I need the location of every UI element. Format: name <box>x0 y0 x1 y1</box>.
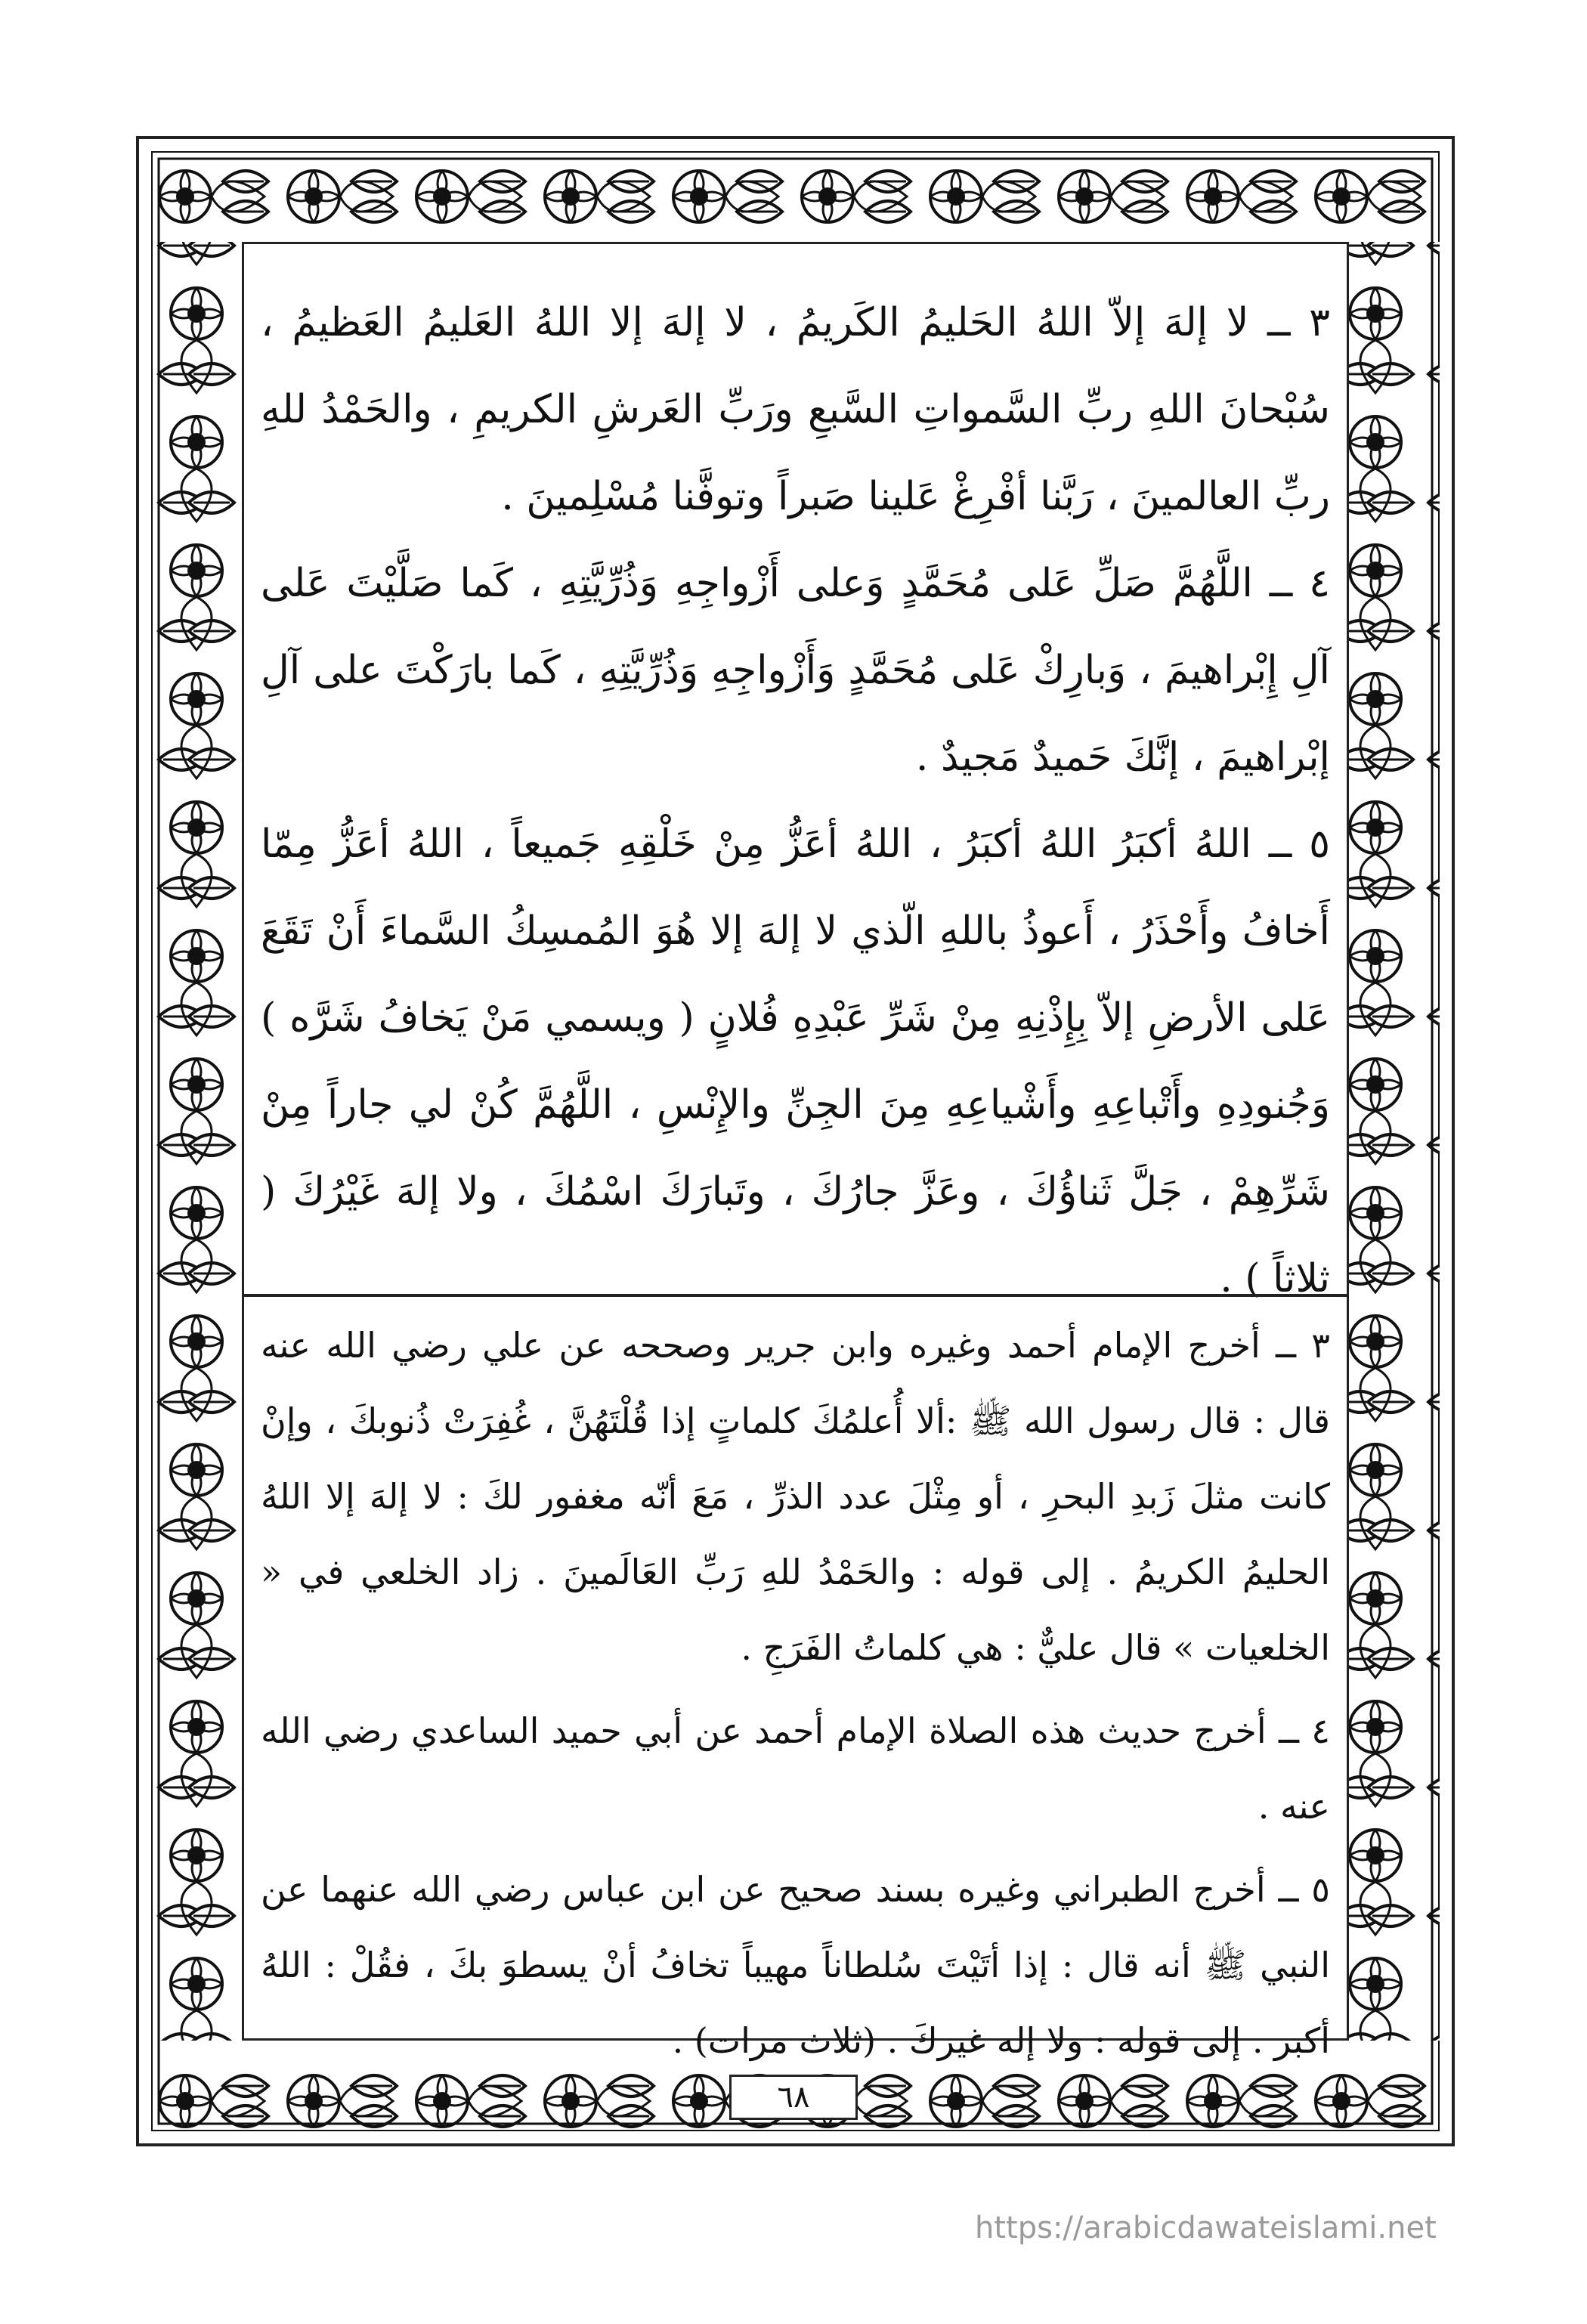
main-supplications <box>261 280 1330 1301</box>
footnote-3: ٣ ــ أخرج الإمام أحمد وغيره وابن جرير وصححه عن علي رضي الله عنه قال : قال رسول الله ﷺ :ألا أُعلمُكَ كلماتٍ إذا قُلْتَهُنَّ ، غُفِرَتْ ذُنوبكَ ، وإنْ كانت مثلَ زَبدِ البحرِ ، أو مِثْلَ عدد الذرِّ ، مَعَ أنّه مغفور لكَ : لا إلهَ إلا اللهُ الحليمُ الكريمُ . إلى قوله : والحَمْدُ للهِ رَبِّ العَالَمينَ . زاد الخلعي في « الخلعيات » قال عليٌّ : هي كلماتُ الفَرَجِ . <box>261 1325 1330 1668</box>
footnote-divider <box>242 1294 1349 1297</box>
footnote-4: ٤ ــ أخرج حديث هذه الصلاة الإمام أحمد عن أبي حميد الساعدي رضي الله عنه . <box>261 1710 1330 1827</box>
footnotes <box>261 1307 1330 2061</box>
watermark-url: https://arabicdawateislami.net <box>975 2211 1437 2245</box>
page-number: ٦٨ <box>729 2075 858 2120</box>
supplication-5: ٥ ــ اللهُ أكبَرُ اللهُ أكبَرُ ، اللهُ أعَزُّ مِنْ خَلْقِهِ جَميعاً ، اللهُ أعَزُّ مِمّا أَخافُ وأَحْذَرُ ، أَعوذُ باللهِ الّذي لا إلهَ إلا هُوَ المُمسِكُ السَّماءَ أَنْ تَقَعَ عَلى الأرضِ إلاّ بِإِذْنِهِ مِنْ شَرِّ عَبْدِهِ فُلانٍ ( ويسمي مَنْ يَخافُ شَرَّه ) وَجُنودِهِ وأَتْباعِهِ وأَشْياعِهِ مِنَ الجِنِّ والإِنْسِ ، اللَّهُمَّ كُنْ لي جاراً مِنْ شَرِّهِمْ ، جَلَّ ثَناؤُكَ ، وعَزَّ جارُكَ ، وتَبارَكَ اسْمُكَ ، ولا إلهَ غَيْرُكَ ( ثلاثاً ) . <box>261 822 1330 1301</box>
footnote-5: ٥ ــ أخرج الطبراني وغيره بسند صحيح عن ابن عباس رضي الله عنهما عن النبي ﷺ أنه قال : إذا أتَيْتَ سُلطاناً مهيباً تخافُ أنْ يسطوَ بكَ ، فقُلْ : اللهُ أكبر . إلى قوله : ولا إله غيركَ . (ثلاث مرات) . <box>261 1869 1330 2061</box>
supplication-4: ٤ ــ اللَّهُمَّ صَلِّ عَلى مُحَمَّدٍ وَعلى أَزْواجِهِ وَذُرِّيَّتِهِ ، كَما صَلَّيْتَ عَلى آلِ إِبْراهيمَ ، وَبارِكْ عَلى مُحَمَّدٍ وَأَزْواجِهِ وَذُرِّيَّتِهِ ، كَما بارَكْتَ على آلِ إبْراهيمَ ، إنَّكَ حَميدٌ مَجيدٌ . <box>261 561 1330 780</box>
supplication-3: ٣ ــ لا إلهَ إلاّ اللهُ الحَليمُ الكَريمُ ، لا إلهَ إلا اللهُ العَليمُ العَظيمُ ، سُبْحانَ اللهِ ربِّ السَّمواتِ السَّبعِ ورَبِّ العَرشِ الكريمِ ، والحَمْدُ للهِ ربِّ العالمينَ ، رَبَّنا أفْرِغْ عَلينا صَبراً وتوفَّنا مُسْلِمينَ . <box>261 300 1330 519</box>
